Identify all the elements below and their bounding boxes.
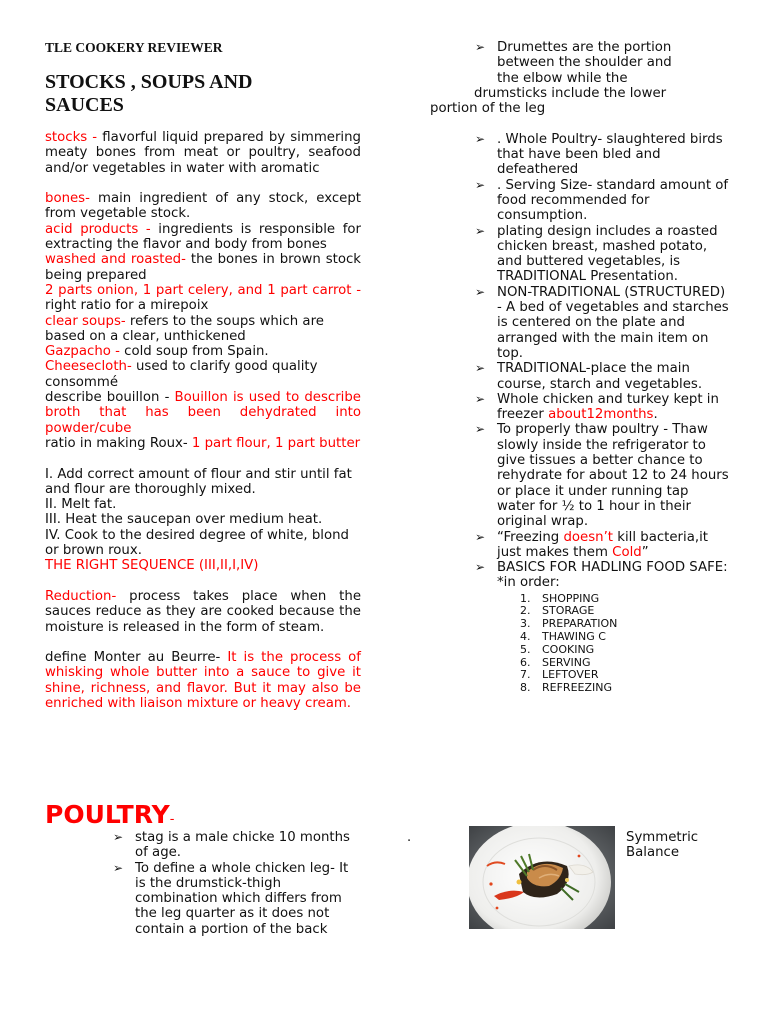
list-item: 1. SHOPPING xyxy=(520,591,600,605)
poultry-heading: POULTRY- xyxy=(45,800,175,829)
definition-washed-roasted: washed and roasted- the bones in brown stock being prepared xyxy=(45,252,361,283)
roux-step-1: I. Add correct amount of flour and stir until fat and flour are thoroughly mixed. xyxy=(45,466,352,497)
definition-reduction: Reduction- process takes place when the sauces reduce as they are cooked because the moisture is released in the form of steam. xyxy=(45,588,361,635)
plated-dish-illustration xyxy=(469,826,615,929)
list-item: ➢ To properly thaw poultry - Thaw slowly inside the refrigerator to give tissues a better chance to rehydrate for about 12 to 24 hours or place it under running tap water for ½ to 1 hour in their original wrap. xyxy=(475,422,729,530)
list-item: 4. THAWING C xyxy=(520,630,606,644)
list-item: ➢ . Whole Poultry- slaughtered birds that have been bled and defeathered xyxy=(475,131,723,178)
list-item: ➢ “Freezing doesn’t kill bacteria,it just makes them Cold” xyxy=(475,529,709,560)
list-item: ➢ BASICS FOR HADLING FOOD SAFE: *in order: xyxy=(475,560,728,591)
list-item: ➢ TRADITIONAL-place the main course, starch and vegetables. xyxy=(475,361,703,392)
list-item: 7. LEFTOVER xyxy=(520,668,599,682)
list-item: ➢ stag is a male chicke 10 months of age. xyxy=(113,830,350,861)
definition-cheesecloth: Cheesecloth- used to clarify good quality consommé xyxy=(45,359,318,390)
list-item: 5. COOKING xyxy=(520,642,595,656)
poultry-facts-list xyxy=(430,132,730,591)
roux-step-3: III. Heat the saucepan over medium heat. xyxy=(45,512,323,528)
list-item: 2. STORAGE xyxy=(520,604,595,618)
definition-gazpacho: Gazpacho - cold soup from Spain. xyxy=(45,344,269,360)
food-safety-steps xyxy=(430,593,730,695)
list-item: ➢ NON-TRADITIONAL (STRUCTURED) - A bed of vegetables and starches is centered on the plate and arranged with the main item on top. xyxy=(475,284,729,361)
drumettes-item: ➢ Drumettes are the portion between the shoulder and the elbow while the drumsticks include the lower portion of the leg xyxy=(430,40,672,117)
definition-mirepoix: 2 parts onion, 1 part celery, and 1 part carrot - right ratio for a mirepoix xyxy=(45,282,361,314)
list-item: ➢ plating design includes a roasted chicken breast, mashed potato, and buttered vegetables, is TRADITIONAL Presentation. xyxy=(475,223,718,285)
arrow-bullet-icon: ➢ xyxy=(475,391,486,406)
symmetric-balance-caption: Symmetric Balance xyxy=(626,830,699,861)
arrow-bullet-icon: ➢ xyxy=(475,284,486,299)
definition-roux-ratio: ratio in making Roux- 1 part flour, 1 part butter xyxy=(45,435,361,451)
list-item: 3. PREPARATION xyxy=(520,617,618,631)
poultry-bullet-list xyxy=(113,830,363,937)
definition-clear-soups: clear soups- refers to the soups which are based on a clear, unthickened xyxy=(45,313,324,344)
arrow-bullet-icon: ➢ xyxy=(113,830,124,844)
arrow-bullet-icon: ➢ xyxy=(475,560,486,575)
stray-dot: . xyxy=(407,830,412,845)
definition-acid-products: acid products - ingredients is responsible for extracting the flavor and body from bones xyxy=(45,221,361,253)
arrow-bullet-icon: ➢ xyxy=(475,40,486,54)
arrow-bullet-icon: ➢ xyxy=(475,361,486,376)
arrow-bullet-icon: ➢ xyxy=(475,177,486,192)
plated-dish-image xyxy=(469,826,615,929)
right-sequence: THE RIGHT SEQUENCE (III,II,I,IV) xyxy=(45,558,259,574)
list-item: ➢ . Serving Size- standard amount of food recommended for consumption. xyxy=(475,177,729,224)
left-column xyxy=(45,40,361,711)
definition-bouillon: describe bouillon - Bouillon is used to describe broth that has been dehydrated into powder/cube xyxy=(45,390,361,436)
list-item: ➢ To define a whole chicken leg- It is the drumstick-thigh combination which differs from the leg quarter as it does not contain a portion of the back xyxy=(113,860,349,937)
definition-monter-au-beurre: define Monter au Beurre- It is the process of whisking whole butter into a sauce to give it shine, richness, and flavor. But it may also be enriched with liaison mixture or heavy cream. xyxy=(45,650,361,711)
arrow-bullet-icon: ➢ xyxy=(475,529,486,544)
list-item: 6. SERVING xyxy=(520,655,591,669)
list-item: 8. REFREEZING xyxy=(520,681,612,695)
arrow-bullet-icon: ➢ xyxy=(475,131,486,146)
arrow-bullet-icon: ➢ xyxy=(475,223,486,238)
list-item: ➢ Whole chicken and turkey kept in freezer about12months. xyxy=(475,391,719,423)
document-title: TLE COOKERY REVIEWER xyxy=(45,40,223,55)
roux-step-2: II. Melt fat. xyxy=(45,497,117,513)
roux-step-4: IV. Cook to the desired degree of white, blond or brown roux. xyxy=(45,527,349,559)
arrow-bullet-icon: ➢ xyxy=(475,422,486,437)
section-title: STOCKS , SOUPS AND SAUCES xyxy=(45,71,253,116)
definition-bones: bones- main ingredient of any stock, except from vegetable stock. xyxy=(45,191,361,222)
right-column xyxy=(430,40,730,695)
definition-stocks: stocks - flavorful liquid prepared by simmering meaty bones from meat or poultry, seafood and/or vegetables in water with aromatic xyxy=(45,130,361,176)
arrow-bullet-icon: ➢ xyxy=(113,860,124,875)
